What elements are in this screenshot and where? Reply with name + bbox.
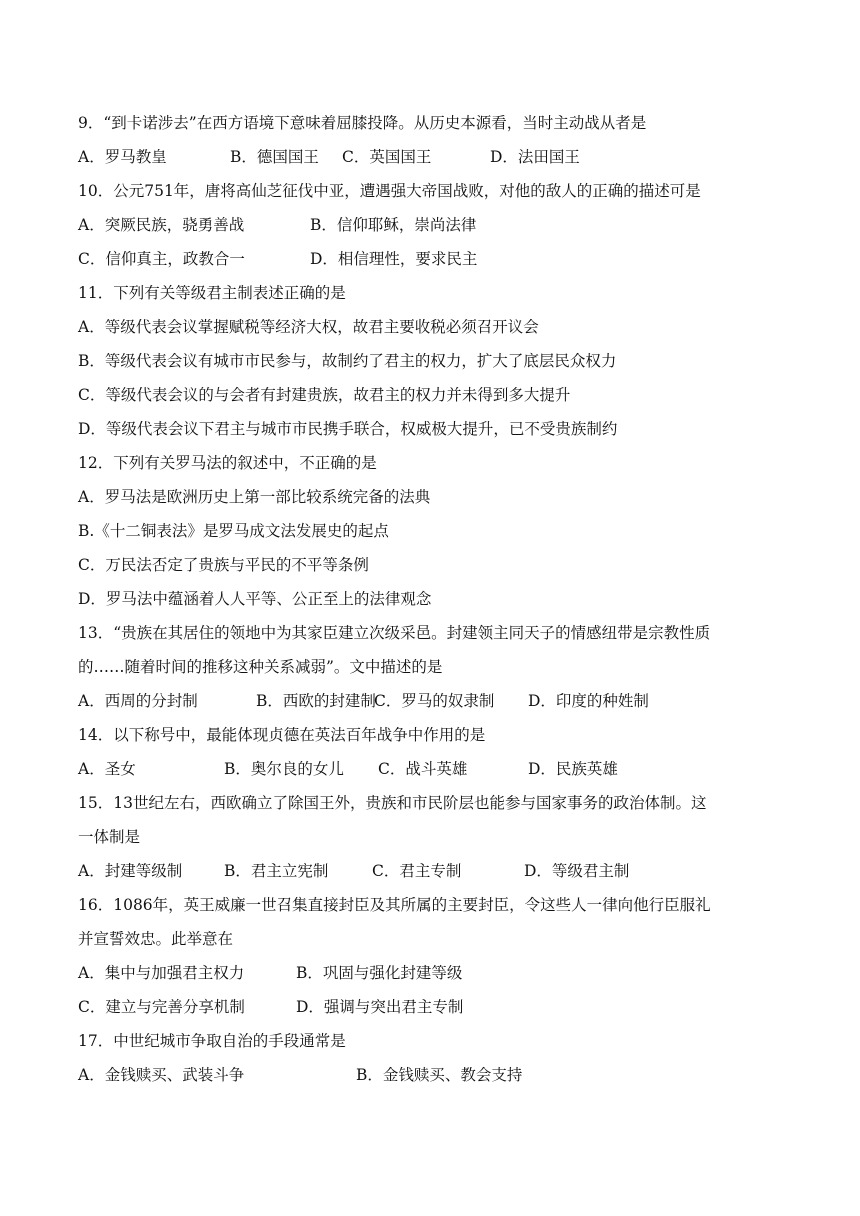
q14-option-d: D．民族英雄	[528, 760, 618, 778]
question-9-stem: 9．“到卡诺涉去”在西方语境下意味着屈膝投降。从历史本源看，当时主动战从者是	[78, 114, 647, 132]
question-12-stem: 12．下列有关罗马法的叙述中，不正确的是	[78, 454, 377, 472]
q14-option-c: C．战斗英雄	[378, 760, 468, 778]
question-16-stem-line1: 16．1086年，英王威廉一世召集直接封臣及其所属的主要封臣，令这些人一律向他行臣服礼	[78, 896, 711, 914]
question-11-stem: 11．下列有关等级君主制表述正确的是	[78, 284, 346, 302]
question-9-options	[78, 140, 798, 174]
q12-option-b: B.《十二铜表法》是罗马成文法发展史的起点	[78, 522, 389, 540]
q14-option-b: B．奥尔良的女儿	[224, 760, 344, 778]
question-14-options	[78, 752, 798, 786]
q9-option-d: D．法田国王	[490, 148, 580, 166]
q12-option-d: D．罗马法中蕴涵着人人平等、公正至上的法律观念	[78, 590, 432, 608]
q16-option-b: B．巩固与强化封建等级	[296, 964, 463, 982]
question-15-options	[78, 854, 798, 888]
question-15-stem-line1: 15．13世纪左右，西欧确立了除国王外，贵族和市民阶层也能参与国家事务的政治体制。这	[78, 794, 707, 812]
q14-option-a: A．圣女	[78, 760, 136, 778]
question-13-stem-line1: 13．“贵族在其居住的领地中为其家臣建立次级采邑。封建领主同天子的情感纽带是宗教性质	[78, 624, 711, 642]
q16-option-c: C．建立与完善分享机制	[78, 998, 245, 1016]
q15-option-c: C．君主专制	[372, 862, 462, 880]
q10-option-c: C．信仰真主，政教合一	[78, 250, 245, 268]
q11-option-d: D．等级代表会议下君主与城市市民携手联合，权威极大提升，已不受贵族制约	[78, 420, 618, 438]
q15-option-b: B．君主立宪制	[224, 862, 329, 880]
q9-option-c: C．英国国王	[342, 148, 432, 166]
q12-option-c: C．万民法否定了贵族与平民的不平等条例	[78, 556, 369, 574]
question-10-stem: 10．公元751年，唐将高仙芝征伐中亚，遭遇强大帝国战败，对他的敌人的正确的描述可是	[78, 182, 701, 200]
q15-option-a: A．封建等级制	[78, 862, 183, 880]
question-15-stem-line2: 一体制是	[78, 828, 141, 846]
q12-option-a: A．罗马法是欧洲历史上第一部比较系统完备的法典	[78, 488, 431, 506]
q9-option-b: B．德国国王	[230, 148, 319, 166]
question-13-stem-line2: 的……随着时间的推移这种关系减弱”。文中描述的是	[78, 658, 443, 676]
q11-option-a: A．等级代表会议掌握赋税等经济大权，故君主要收税必须召开议会	[78, 318, 539, 336]
question-17-options	[78, 1058, 798, 1092]
q13-option-c: C．罗马的奴隶制	[374, 692, 495, 710]
question-16-stem-line2: 并宣誓效忠。此举意在	[78, 930, 234, 948]
question-16-options-row1	[78, 956, 798, 990]
question-16-options-row2	[78, 990, 798, 1024]
q13-option-b: B．西欧的封建制	[256, 692, 376, 710]
q17-option-b: B．金钱赎买、教会支持	[356, 1066, 523, 1084]
q10-option-d: D．相信理性，要求民主	[310, 250, 478, 268]
q9-option-a: A．罗马教皇	[78, 148, 167, 166]
q13-option-d: D．印度的种姓制	[528, 692, 649, 710]
q11-option-c: C．等级代表会议的与会者有封建贵族，故君主的权力并未得到多大提升	[78, 386, 571, 404]
q10-option-b: B．信仰耶稣，崇尚法律	[310, 216, 477, 234]
q15-option-d: D．等级君主制	[524, 862, 630, 880]
q16-option-d: D．强调与突出君主专制	[296, 998, 464, 1016]
q10-option-a: A．突厥民族，骁勇善战	[78, 216, 245, 234]
exam-page	[78, 106, 798, 1092]
q11-option-b: B．等级代表会议有城市市民参与，故制约了君主的权力，扩大了底层民众权力	[78, 352, 617, 370]
question-14-stem: 14．以下称号中，最能体现贞德在英法百年战争中作用的是	[78, 726, 486, 744]
question-17-stem: 17．中世纪城市争取自治的手段通常是	[78, 1032, 346, 1050]
q13-option-a: A．西周的分封制	[78, 692, 198, 710]
question-10-options-row1	[78, 208, 798, 242]
question-13-options	[78, 684, 798, 718]
q16-option-a: A．集中与加强君主权力	[78, 964, 245, 982]
q17-option-a: A．金钱赎买、武装斗争	[78, 1066, 245, 1084]
question-10-options-row2	[78, 242, 798, 276]
